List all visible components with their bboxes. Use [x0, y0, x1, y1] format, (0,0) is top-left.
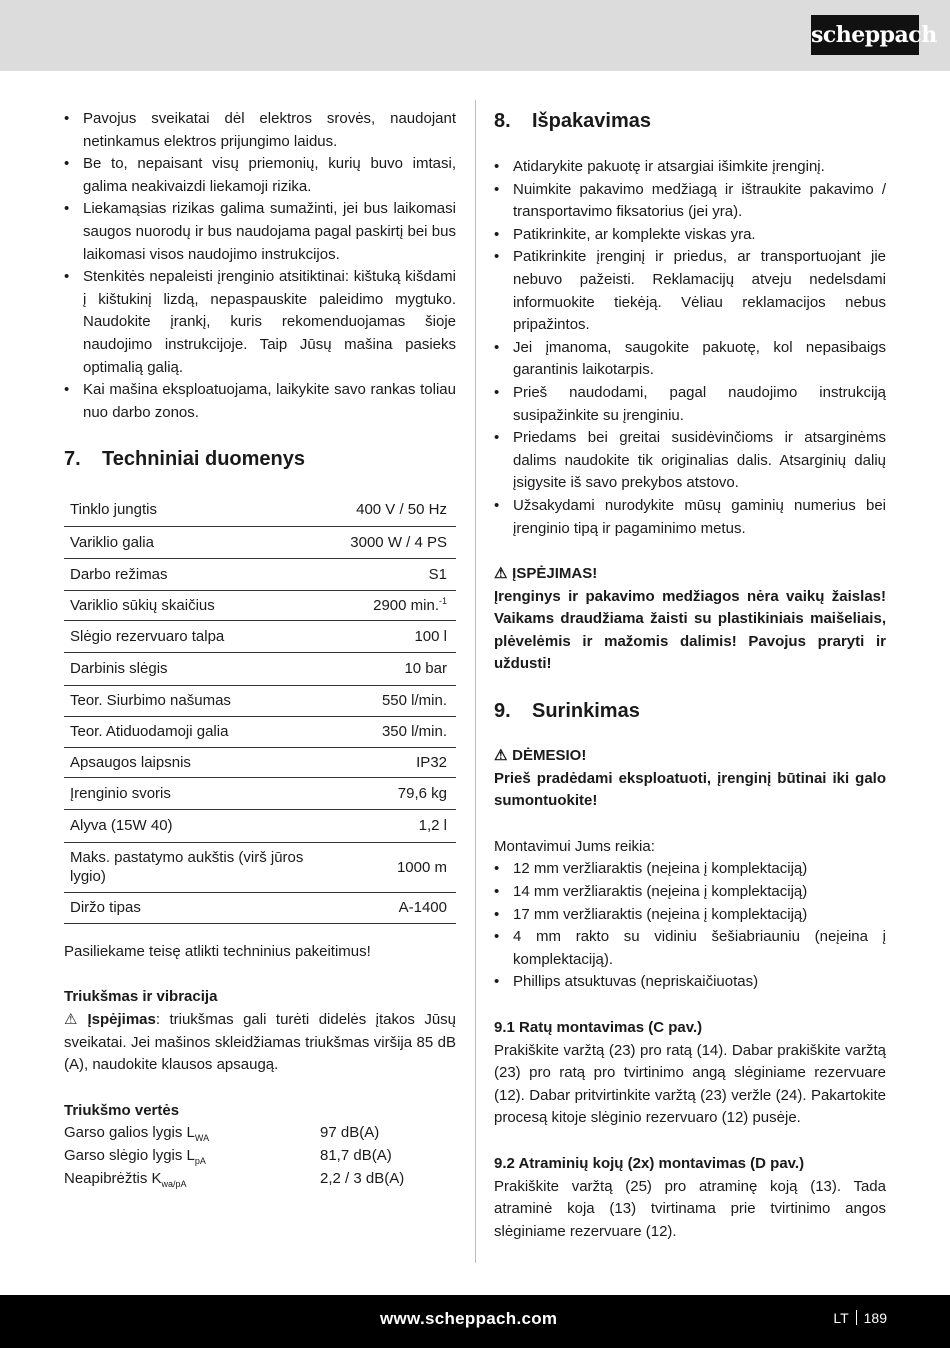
- tools-intro: Montavimui Jums reikia:: [494, 837, 655, 855]
- subsection-text-wheels: Prakiškite varžtą (23) pro ratą (14). Dabar prakiškite varžtą (23) pro ratą pro tvirtinimo angą slėginiame rezervuare (12). Dabar pritvirtinkite varžtą (23) veržle (24). Pakartokite procesą kitoje slėginio rezervuaro (12) pusėje.: [494, 1041, 886, 1127]
- spec-label: Teor. Siurbimo našumas: [64, 685, 344, 716]
- warning-text: Prieš pradėdami eksploatuoti, įrenginį būtinai iki galo sumontuokite!: [494, 769, 886, 810]
- list-item: • Kai mašina eksploatuojama, laikykite savo rankas toliau nuo darbo zonos.: [64, 379, 456, 424]
- noise-label-text: Neapibrėžtis K: [64, 1169, 162, 1187]
- noise-label: [64, 1122, 320, 1145]
- table-row: [64, 685, 456, 716]
- list-item: • Phillips atsuktuvas (nepriskaičiuotas): [494, 971, 886, 994]
- list-item: • Patikrinkite įrenginį ir priedus, ar transportuojant jie nebuvo pažeisti. Reklamacijų atveju nedelsdami informuokite tiekėją. Vėliau reklamacijos nebus pripažintos.: [494, 246, 886, 336]
- noise-label-text: Garso galios lygis L: [64, 1124, 195, 1142]
- table-row: [64, 558, 456, 590]
- warning-text: Įrenginys ir pakavimo medžiagos nėra vaikų žaislas! Vaikams draudžiama žaisti su plastikiniais maišeliais, plėvelėmis ir mažomis dalimis! Pavojus praryti ir uždusti!: [494, 587, 886, 673]
- table-row: [64, 493, 456, 526]
- technical-changes-note: Pasiliekame teisę atlikti techninius pakeitimus!: [64, 942, 371, 960]
- spec-value: 1,2 l: [344, 809, 456, 842]
- noise-warning: [64, 1009, 456, 1077]
- table-row: [64, 620, 456, 652]
- residual-risk-list: [64, 108, 456, 424]
- warning-block-assembly: [494, 745, 886, 813]
- warning-icon: ⚠: [494, 565, 508, 583]
- subsection-title-wheels: 9.1 Ratų montavimas (C pav.): [494, 1019, 703, 1036]
- warning-title-text: DĖMESIO!: [512, 747, 587, 765]
- warning-block-children: [494, 563, 886, 676]
- list-item: • 12 mm veržliaraktis (neįeina į komplektaciją): [494, 858, 886, 881]
- table-row: [64, 526, 456, 558]
- noise-value: 2,2 / 3 dB(A): [320, 1169, 405, 1187]
- column-divider: [475, 100, 476, 1263]
- spec-label: Slėgio rezervuaro talpa: [64, 620, 344, 652]
- list-item: • Nuimkite pakavimo medžiagą ir ištraukite pakavimo / transportavimo fiksatorius (jei yra).: [494, 179, 886, 224]
- table-row: [64, 809, 456, 842]
- spec-label: Apsaugos laipsnis: [64, 747, 344, 777]
- spec-label: Teor. Atiduodamoji galia: [64, 716, 344, 747]
- list-item: • Priedams bei greitai susidėvinčioms ir atsarginėms dalims naudokite tik originalias dalis. Atsarginių dalių įsigysite iš savo prekybos atstovo.: [494, 427, 886, 495]
- website-link[interactable]: www.scheppach.com: [380, 1309, 558, 1328]
- section-title: Techniniai duomenys: [102, 448, 305, 471]
- section-number: 9.: [494, 700, 511, 723]
- warning-title-text: ĮSPĖJIMAS!: [512, 565, 598, 583]
- table-row: [64, 892, 456, 923]
- spec-value: S1: [344, 558, 456, 590]
- list-item: • Jei įmanoma, saugokite pakuotę, kol nepasibaigs garantinis laikotarpis.: [494, 337, 886, 382]
- noise-label: [64, 1145, 320, 1168]
- list-item: • Stenkitės nepaleisti įrenginio atsitiktinai: kištuką kišdami į kištukinį lizdą, nepaspauskite paleidimo mygtuko. Naudokite įrankį, kuris rekomenduojamas šioje naudojimo instrukcijoje. Taip Jūsų mašina pasieks optimalią galią.: [64, 266, 456, 379]
- section-heading-assembly: [494, 698, 886, 724]
- table-row: [64, 652, 456, 685]
- list-item: • 14 mm veržliaraktis (neįeina į komplektaciją): [494, 881, 886, 904]
- list-item: • Prieš naudodami, pagal naudojimo instrukciją susipažinkite su įrenginiu.: [494, 382, 886, 427]
- noise-label-subscript: pA: [194, 1155, 206, 1166]
- section-title: Išpakavimas: [532, 110, 651, 132]
- list-item: • Atidarykite pakuotę ir atsargiai išimkite įrenginį.: [494, 156, 886, 179]
- warning-icon: ⚠: [64, 1011, 78, 1028]
- noise-label-subscript: wa/pA: [161, 1178, 187, 1189]
- spec-value: [344, 590, 456, 620]
- warning-title: [494, 745, 886, 768]
- noise-warning-label: Įspėjimas: [87, 1011, 156, 1028]
- table-row: [64, 716, 456, 747]
- separator: [856, 1310, 857, 1325]
- noise-values-list: [64, 1122, 456, 1190]
- list-item: • Patikrinkite, ar komplekte viskas yra.: [494, 224, 886, 247]
- spec-label: Darbinis slėgis: [64, 652, 344, 685]
- spec-label: Diržo tipas: [64, 892, 344, 923]
- technical-data-table: [64, 493, 456, 924]
- section-number: 8.: [494, 110, 511, 132]
- spec-label: Variklio galia: [64, 526, 344, 558]
- spec-label: Alyva (15W 40): [64, 809, 344, 842]
- section-heading-unpacking: [494, 108, 886, 134]
- warning-icon: ⚠: [494, 747, 508, 765]
- table-row: [64, 590, 456, 620]
- noise-warning-text: : triukšmas gali turėti didelės įtakos Jūsų sveikatai. Jei mašinos skleidžiamas triukšmas viršija 85 dB (A), naudokite klausos apsaugą.: [64, 1011, 457, 1074]
- section-heading-technical-data: [64, 446, 456, 472]
- spec-value: IP32: [344, 747, 456, 777]
- page-footer: [0, 1295, 950, 1348]
- spec-value: 79,6 kg: [344, 777, 456, 809]
- spec-value: 400 V / 50 Hz: [344, 493, 456, 526]
- spec-label: Maks. pastatymo aukštis (virš jūros lygio): [64, 842, 344, 892]
- noise-label: [64, 1168, 320, 1191]
- spec-value: 550 l/min.: [344, 685, 456, 716]
- noise-value: 81,7 dB(A): [320, 1146, 392, 1164]
- list-item: • Užsakydami nurodykite mūsų gaminių numerius bei įrenginio tipą ir pagaminimo metus.: [494, 495, 886, 540]
- spec-label: Įrenginio svoris: [64, 777, 344, 809]
- list-item: • Liekamąsias rizikas galima sumažinti, jei bus laikomasi saugos nuorodų ir bus naudojama pagal paskirtį bei bus laikomasi visos naudojimo instrukcijos.: [64, 198, 456, 266]
- right-column: [494, 108, 886, 1243]
- spec-value-text: 2900 min.: [373, 596, 439, 614]
- noise-values-heading: Triukšmo vertės: [64, 1101, 180, 1119]
- noise-label-text: Garso slėgio lygis L: [64, 1146, 195, 1164]
- spec-value: A-1400: [344, 892, 456, 923]
- list-item: • Be to, nepaisant visų priemonių, kurių buvo imtasi, galima neakivaizdi liekamoji rizika.: [64, 153, 456, 198]
- noise-value: 97 dB(A): [320, 1124, 380, 1142]
- spec-label: Tinklo jungtis: [64, 493, 344, 526]
- section-number: 7.: [64, 448, 81, 471]
- spec-value: 3000 W / 4 PS: [344, 526, 456, 558]
- table-row: [64, 747, 456, 777]
- spec-value: 350 l/min.: [344, 716, 456, 747]
- spec-label: Variklio sūkių skaičius: [64, 590, 344, 620]
- spec-value: 100 l: [344, 620, 456, 652]
- warning-title: [494, 563, 886, 586]
- page-header: [0, 0, 950, 71]
- unpacking-list: [494, 156, 886, 540]
- subsection-text-feet: Prakiškite varžtą (25) pro atraminę koją (13). Tada atraminė koja (13) tvirtinama prie tvirtinimo angos slėginiame rezervuare (12).: [494, 1177, 886, 1240]
- list-item: • Pavojus sveikatai dėl elektros srovės, naudojant netinkamus elektros prijungimo laidus.: [64, 108, 456, 153]
- tools-list: [494, 858, 886, 994]
- page-number-value: 189: [863, 1310, 887, 1326]
- subsection-title-feet: 9.2 Atraminių kojų (2x) montavimas (D pav.): [494, 1154, 805, 1172]
- language-code: LT: [833, 1310, 849, 1326]
- noise-heading: Triukšmas ir vibracija: [64, 988, 218, 1006]
- spec-value: 1000 m: [344, 842, 456, 892]
- page-number: [833, 1310, 887, 1326]
- spec-value-exponent: -1: [438, 595, 447, 606]
- table-row: [64, 777, 456, 809]
- spec-value: 10 bar: [344, 652, 456, 685]
- list-item: • 4 mm rakto su vidiniu šešiabriauniu (neįeina į komplektaciją).: [494, 926, 886, 971]
- table-row: [64, 842, 456, 892]
- scheppach-logo: scheppach: [811, 15, 919, 55]
- list-item: • 17 mm veržliaraktis (neįeina į komplektaciją): [494, 904, 886, 927]
- spec-label: Darbo režimas: [64, 558, 344, 590]
- left-column: [64, 108, 456, 1190]
- section-title: Surinkimas: [532, 700, 640, 723]
- noise-label-subscript: WA: [194, 1133, 210, 1144]
